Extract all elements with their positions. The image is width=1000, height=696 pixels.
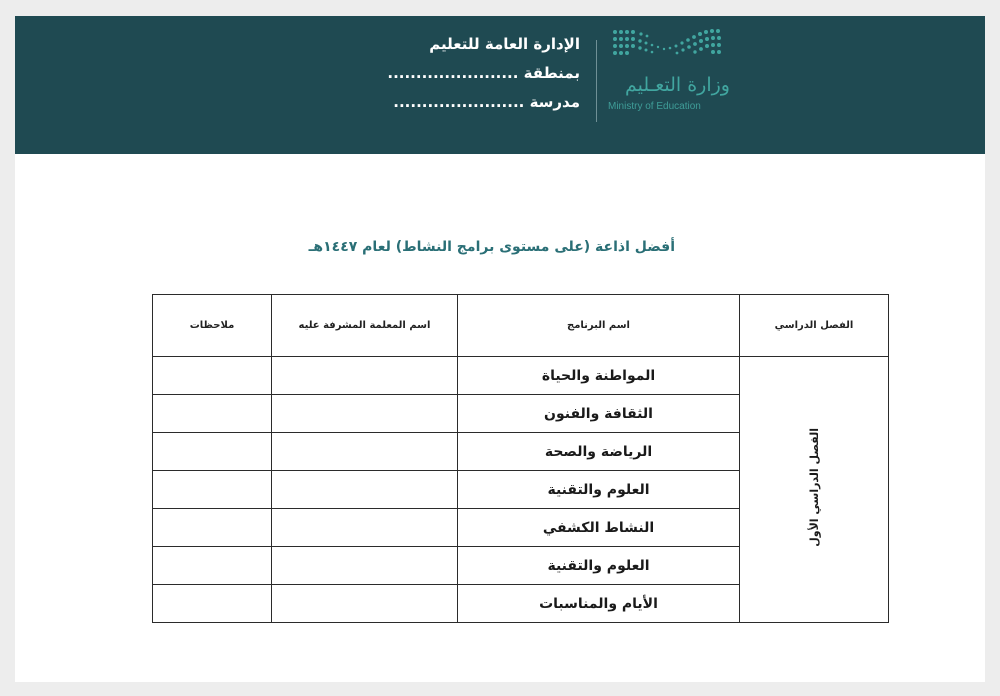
teacher-cell[interactable] [272, 547, 458, 585]
notes-cell[interactable] [153, 471, 272, 509]
notes-cell[interactable] [153, 509, 272, 547]
admin-line-general-directorate: الإدارة العامة للتعليم [429, 35, 580, 53]
notes-cell[interactable] [153, 357, 272, 395]
teacher-cell[interactable] [272, 509, 458, 547]
header-teacher: اسم المعلمة المشرفة عليه [272, 295, 458, 357]
semester-cell [740, 357, 889, 623]
header-divider [596, 40, 597, 122]
table-header-row [153, 295, 889, 357]
program-cell: الرياضة والصحة [458, 433, 740, 471]
document-title: أفضل اذاعة (على مستوى برامج النشاط) لعام ١٤٤٧هـ [308, 239, 675, 255]
notes-cell[interactable] [153, 585, 272, 623]
program-cell: النشاط الكشفي [458, 509, 740, 547]
semester-label: الفصل الدراسي الأول [807, 428, 821, 547]
teacher-cell[interactable] [272, 395, 458, 433]
notes-cell[interactable] [153, 433, 272, 471]
header-notes: ملاحظات [153, 295, 272, 357]
ministry-logo-arabic: وزارة التعـليم [624, 74, 730, 96]
document-page [15, 16, 985, 682]
teacher-cell[interactable] [272, 357, 458, 395]
activity-table [152, 294, 889, 623]
notes-cell[interactable] [153, 547, 272, 585]
ministry-logo-dots-icon [611, 28, 723, 66]
header-program: اسم البرنامج [458, 295, 740, 357]
notes-cell[interactable] [153, 395, 272, 433]
ministry-logo-english: Ministry of Education [608, 101, 701, 112]
table-row [153, 357, 889, 395]
admin-line-school: مدرسة ....................... [393, 93, 580, 111]
program-cell: الأيام والمناسبات [458, 585, 740, 623]
program-cell: العلوم والتقنية [458, 471, 740, 509]
header-semester: الفصل الدراسي [740, 295, 889, 357]
teacher-cell[interactable] [272, 585, 458, 623]
administration-block [365, 30, 580, 117]
program-cell: المواطنة والحياة [458, 357, 740, 395]
header-banner [15, 16, 985, 154]
teacher-cell[interactable] [272, 471, 458, 509]
program-cell: الثقافة والفنون [458, 395, 740, 433]
admin-line-region: بمنطقة ....................... [387, 64, 580, 82]
program-cell: العلوم والتقنية [458, 547, 740, 585]
teacher-cell[interactable] [272, 433, 458, 471]
